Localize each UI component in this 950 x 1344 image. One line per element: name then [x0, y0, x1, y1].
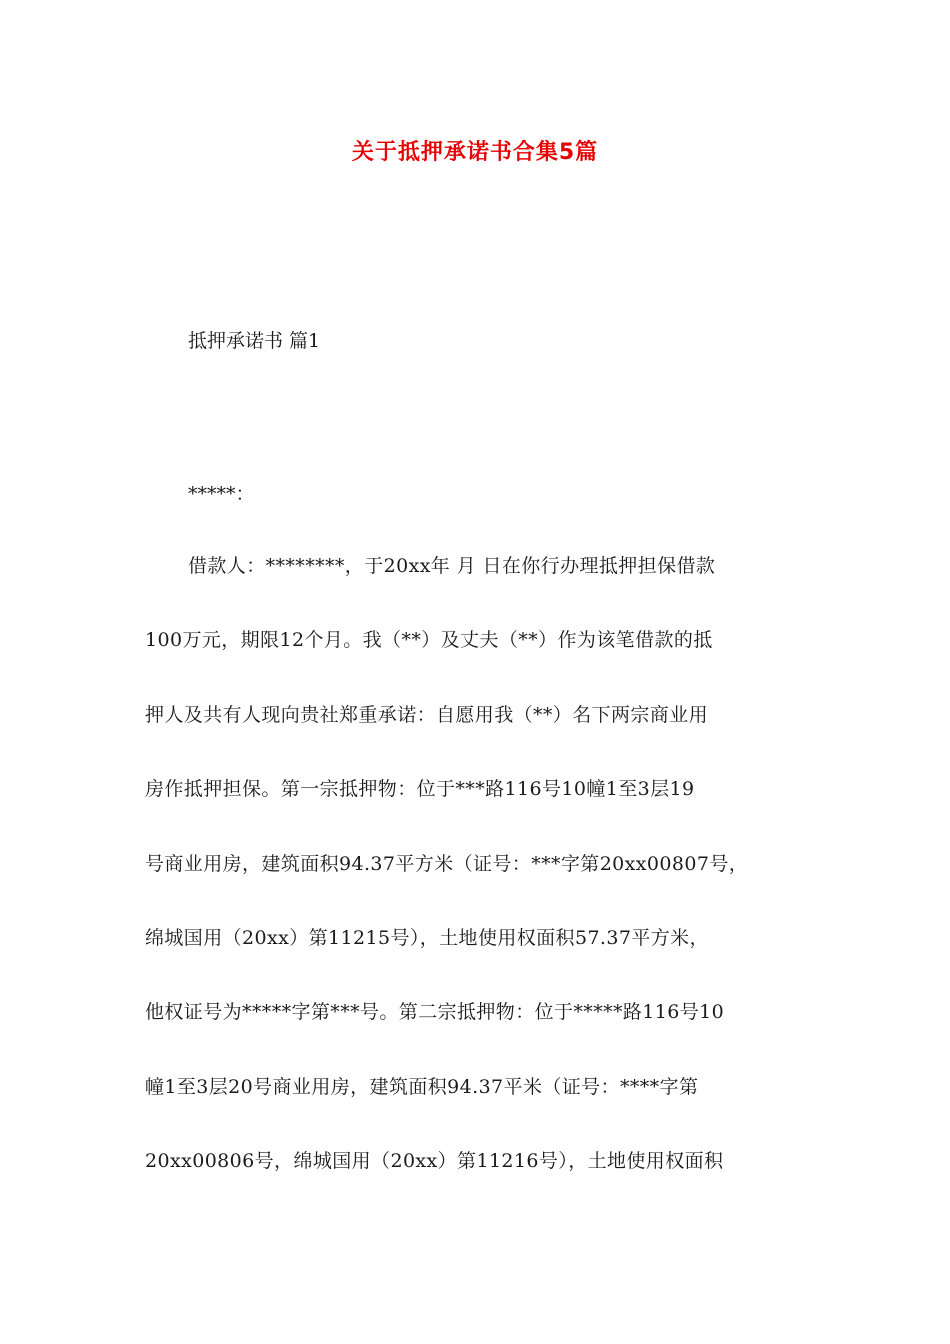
document-title: 关于抵押承诺书合集5篇: [351, 140, 599, 165]
paragraph-line: 绵城国用（20xx）第11215号），土地使用权面积57.37平方米，: [145, 926, 709, 949]
paragraph-line: 房作抵押担保。第一宗抵押物：位于***路116号10幢1至3层19: [145, 778, 695, 801]
salutation: *****：: [188, 483, 255, 505]
paragraph-line: 幢1至3层20号商业用房，建筑面积94.37平米（证号：****字第: [145, 1075, 699, 1098]
paragraph-line: 20xx00806号，绵城国用（20xx）第11216号），土地使用权面积: [145, 1150, 724, 1173]
body-paragraph: [145, 546, 815, 1216]
paragraph-line: 号商业用房，建筑面积94.37平方米（证号：***字第20xx00807号，: [145, 852, 749, 875]
paragraph-line: 他权证号为*****字第***号。第二宗抵押物：位于*****路116号10: [145, 1001, 725, 1024]
section-heading: 抵押承诺书 篇1: [188, 330, 321, 352]
paragraph-line: 押人及共有人现向贵社郑重承诺：自愿用我（**）名下两宗商业用: [145, 703, 709, 726]
paragraph-line: 借款人：********，于20xx年 月 日在你行办理抵押担保借款: [188, 555, 716, 577]
paragraph-line: 100万元，期限12个月。我（**）及丈夫（**）作为该笔借款的抵: [145, 629, 713, 652]
